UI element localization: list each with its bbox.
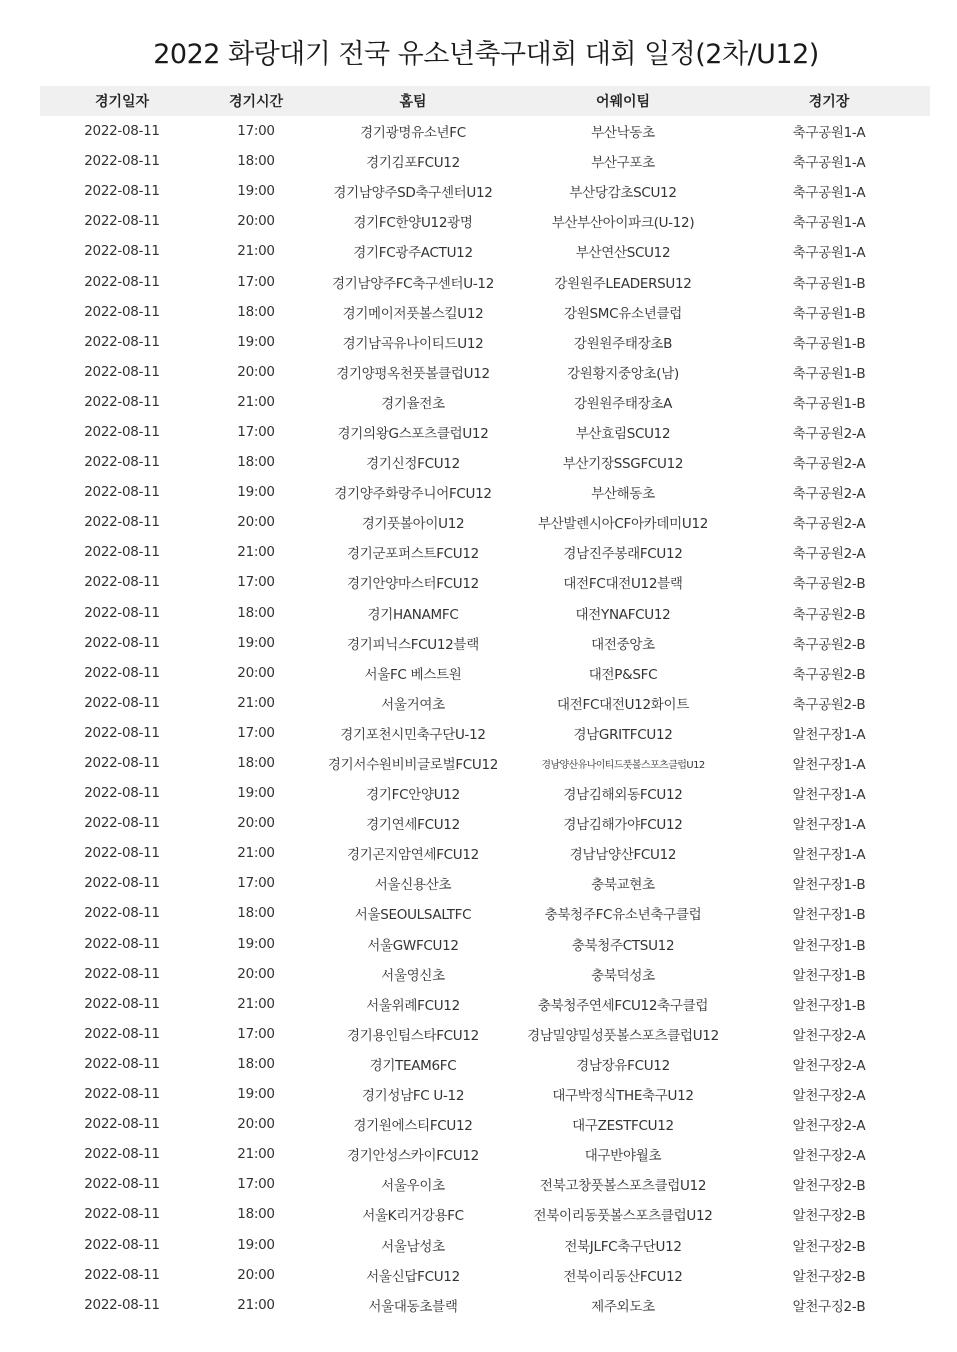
table-row (40, 1260, 930, 1290)
match-time-cell: 21:00 (237, 1296, 275, 1313)
match-date-cell: 2022-08-11 (84, 153, 160, 170)
home-team-cell: 경기안성스카이FCU12 (347, 1148, 479, 1165)
table-row (40, 628, 930, 658)
home-team-cell: 경기의왕G스포츠클럽U12 (337, 425, 489, 442)
home-team-cell: 경기FC한양U12광명 (353, 215, 473, 232)
home-team-cell: 경기남곡유나이티드U12 (342, 335, 484, 352)
table-row (40, 989, 930, 1019)
table-row (40, 1019, 930, 1049)
table-row (40, 868, 930, 898)
away-team-cell: 충북청주연세FCU12축구클럽 (537, 997, 709, 1014)
venue-cell: 알천구장2-B (792, 1238, 866, 1255)
table-row (40, 266, 930, 296)
home-team-cell: 서울SEOULSALTFC (354, 907, 472, 924)
match-date-cell: 2022-08-11 (84, 1086, 160, 1103)
home-team-cell: 서울K리거강용FC (362, 1208, 464, 1225)
match-time-cell: 19:00 (237, 935, 275, 952)
home-team-cell: 경기피닉스FCU12블랙 (347, 636, 479, 653)
match-time-cell: 20:00 (237, 965, 275, 982)
match-time-cell: 21:00 (237, 995, 275, 1012)
match-time-cell: 18:00 (237, 905, 275, 922)
match-time-cell: 19:00 (237, 1086, 275, 1103)
venue-cell: 축구공원1-B (792, 305, 866, 322)
away-team-cell: 경남남양산FCU12 (569, 847, 677, 864)
home-team-cell: 경기곤지암연세FCU12 (347, 847, 479, 864)
home-team-cell: 경기연세FCU12 (366, 817, 460, 834)
home-team-cell: 서울영신초 (381, 967, 445, 984)
home-team-cell: 서울GWFCU12 (367, 937, 459, 954)
match-date-cell: 2022-08-11 (84, 995, 160, 1012)
match-date-cell: 2022-08-11 (84, 213, 160, 230)
venue-cell: 알천구장1-A (792, 787, 866, 804)
away-team-cell: 충북덕성초 (591, 967, 655, 984)
table-row (40, 688, 930, 718)
away-team-cell: 전북JLFC축구단U12 (564, 1238, 682, 1255)
home-team-cell: 경기FC광주ACTU12 (353, 245, 473, 262)
venue-cell: 알천구장1-A (792, 817, 866, 834)
match-time-cell: 20:00 (237, 213, 275, 230)
table-row (40, 838, 930, 868)
match-time-cell: 21:00 (237, 544, 275, 561)
home-team-cell: 경기남양주FC축구센터U-12 (332, 275, 494, 292)
match-date-cell: 2022-08-11 (84, 183, 160, 200)
match-time-cell: 20:00 (237, 514, 275, 531)
home-team-cell: 경기남양주SD축구센터U12 (333, 185, 493, 202)
match-date-cell: 2022-08-11 (84, 123, 160, 140)
venue-cell: 알천구장2-A (792, 1027, 866, 1044)
away-team-cell: 대전중앙초 (591, 636, 655, 653)
match-date-cell: 2022-08-11 (84, 845, 160, 862)
venue-cell: 알천구장1-B (792, 937, 866, 954)
home-team-cell: 경기용인팀스타FCU12 (347, 1027, 479, 1044)
away-team-cell: 충북청주CTSU12 (571, 937, 675, 954)
venue-cell: 축구공원2-A (792, 546, 866, 563)
away-team-cell: 대전P&SFC (588, 666, 658, 683)
venue-cell: 축구공원1-A (792, 245, 866, 262)
away-team-cell: 부산당감초SCU12 (569, 185, 677, 202)
match-time-cell: 21:00 (237, 393, 275, 410)
venue-cell: 알천구장1-A (792, 726, 866, 743)
match-time-cell: 21:00 (237, 243, 275, 260)
match-date-cell: 2022-08-11 (84, 785, 160, 802)
column-header-home-team: 홈팀 (399, 94, 427, 110)
away-team-cell: 부산부산아이파크(U-12) (551, 215, 695, 232)
match-date-cell: 2022-08-11 (84, 1206, 160, 1223)
match-date-cell: 2022-08-11 (84, 875, 160, 892)
venue-cell: 축구공원1-B (792, 335, 866, 352)
venue-cell: 축구공원2-B (792, 606, 866, 623)
venue-cell: 축구공원1-A (792, 185, 866, 202)
match-date-cell: 2022-08-11 (84, 905, 160, 922)
away-team-cell: 부산해동초 (591, 486, 655, 503)
table-row (40, 537, 930, 567)
match-date-cell: 2022-08-11 (84, 1146, 160, 1163)
away-team-cell: 부산낙동초 (591, 125, 655, 142)
match-date-cell: 2022-08-11 (84, 544, 160, 561)
table-row (40, 598, 930, 628)
venue-cell: 알천구장2-A (792, 1148, 866, 1165)
away-team-cell: 강원원주태장초A (573, 395, 673, 412)
match-time-cell: 17:00 (237, 875, 275, 892)
match-date-cell: 2022-08-11 (84, 1025, 160, 1042)
venue-cell: 알천구장2-A (792, 1057, 866, 1074)
table-row (40, 146, 930, 176)
home-team-cell: 경기원에스티FCU12 (353, 1118, 473, 1135)
column-header-date: 경기일자 (94, 94, 150, 110)
home-team-cell: 경기광명유소년FC (360, 125, 466, 142)
table-row (40, 1169, 930, 1199)
home-team-cell: 경기군포퍼스트FCU12 (347, 546, 479, 563)
venue-cell: 축구공원1-B (792, 365, 866, 382)
match-time-cell: 19:00 (237, 183, 275, 200)
away-team-cell: 부산연산SCU12 (575, 245, 671, 262)
table-row (40, 959, 930, 989)
table-row (40, 778, 930, 808)
away-team-cell: 경남김해외동FCU12 (563, 787, 683, 804)
venue-cell: 축구공원1-A (792, 155, 866, 172)
away-team-cell: 강원SMC유소년클럽 (564, 305, 682, 322)
away-team-cell: 부산기장SSGFCU12 (562, 456, 684, 473)
venue-cell: 알천구장2-A (792, 1088, 866, 1105)
match-time-cell: 19:00 (237, 634, 275, 651)
home-team-cell: 경기율전초 (381, 395, 445, 412)
venue-cell: 축구공원1-A (792, 125, 866, 142)
match-date-cell: 2022-08-11 (84, 273, 160, 290)
match-time-cell: 19:00 (237, 484, 275, 501)
match-time-cell: 19:00 (237, 1236, 275, 1253)
home-team-cell: 서울남성초 (381, 1238, 445, 1255)
match-time-cell: 21:00 (237, 845, 275, 862)
venue-cell: 축구공원2-B (792, 696, 866, 713)
home-team-cell: 경기성남FC U-12 (361, 1088, 465, 1105)
home-team-cell: 경기김포FCU12 (366, 155, 460, 172)
table-row (40, 658, 930, 688)
match-time-cell: 20:00 (237, 664, 275, 681)
away-team-cell: 경남GRITFCU12 (573, 726, 673, 743)
table-row (40, 1109, 930, 1139)
match-date-cell: 2022-08-11 (84, 514, 160, 531)
venue-cell: 축구공원2-B (792, 666, 866, 683)
match-time-cell: 20:00 (237, 363, 275, 380)
away-team-cell: 전북고창풋볼스포츠클럽U12 (539, 1178, 707, 1195)
away-team-cell: 대구반야월초 (584, 1148, 662, 1165)
match-time-cell: 21:00 (237, 1146, 275, 1163)
venue-cell: 알천구징2-B (792, 1298, 866, 1315)
match-time-cell: 20:00 (237, 815, 275, 832)
table-row (40, 1229, 930, 1259)
match-date-cell: 2022-08-11 (84, 574, 160, 591)
table-row (40, 748, 930, 778)
table-row (40, 898, 930, 928)
match-date-cell: 2022-08-11 (84, 423, 160, 440)
venue-cell: 축구공원2-A (792, 486, 866, 503)
table-row (40, 176, 930, 206)
home-team-cell: 경기양평옥천풋볼클럽U12 (336, 365, 490, 382)
table-row (40, 447, 930, 477)
match-time-cell: 18:00 (237, 1206, 275, 1223)
match-date-cell: 2022-08-11 (84, 454, 160, 471)
table-row (40, 1139, 930, 1169)
match-date-cell: 2022-08-11 (84, 815, 160, 832)
venue-cell: 축구공원2-A (792, 425, 866, 442)
venue-cell: 알천구장1-B (792, 877, 866, 894)
home-team-cell: 서울거여초 (381, 696, 445, 713)
match-date-cell: 2022-08-11 (84, 965, 160, 982)
venue-cell: 축구공원1-B (792, 275, 866, 292)
home-team-cell: 경기서수원비비글로벌FCU12 (327, 757, 499, 774)
match-time-cell: 18:00 (237, 303, 275, 320)
match-date-cell: 2022-08-11 (84, 333, 160, 350)
table-row (40, 1199, 930, 1229)
match-date-cell: 2022-08-11 (84, 664, 160, 681)
away-team-cell: 대전FC대전U12화이트 (557, 696, 689, 713)
match-date-cell: 2022-08-11 (84, 694, 160, 711)
venue-cell: 알천구장1-A (792, 847, 866, 864)
column-header-venue: 경기장 (808, 94, 850, 110)
away-team-cell: 경남김해가야FCU12 (563, 817, 683, 834)
column-header-away-team: 어웨이팀 (595, 94, 651, 110)
match-time-cell: 18:00 (237, 454, 275, 471)
match-time-cell: 18:00 (237, 755, 275, 772)
away-team-cell: 대구ZESTFCU12 (572, 1118, 674, 1135)
home-team-cell: 서울신답FCU12 (366, 1268, 460, 1285)
home-team-cell: 경기양주화랑주니어FCU12 (334, 486, 492, 503)
away-team-cell: 전북이리동산FCU12 (563, 1268, 683, 1285)
home-team-cell: 경기풋볼아이U12 (361, 516, 465, 533)
table-row (40, 357, 930, 387)
venue-cell: 축구공원2-A (792, 456, 866, 473)
table-row (40, 116, 930, 146)
home-team-cell: 경기안양마스터FCU12 (347, 576, 479, 593)
away-team-cell: 경남양산유나이티드풋볼스포츠클럽U12 (541, 759, 705, 771)
match-date-cell: 2022-08-11 (84, 604, 160, 621)
home-team-cell: 서울FC 베스트원 (364, 666, 462, 683)
away-team-cell: 대전YNAFCU12 (575, 606, 671, 623)
match-time-cell: 17:00 (237, 724, 275, 741)
venue-cell: 축구공원1-B (792, 395, 866, 412)
match-time-cell: 17:00 (237, 423, 275, 440)
venue-cell: 알천구장1-B (792, 967, 866, 984)
venue-cell: 알천구장1-B (792, 907, 866, 924)
away-team-cell: 부산발렌시아CF아카데미U12 (537, 516, 709, 533)
table-row (40, 567, 930, 597)
venue-cell: 알천구장2-A (792, 1118, 866, 1135)
table-row (40, 236, 930, 266)
home-team-cell: 서울위례FCU12 (366, 997, 460, 1014)
table-row (40, 417, 930, 447)
home-team-cell: 서울대동초블랙 (368, 1298, 458, 1315)
away-team-cell: 충북교현초 (591, 877, 655, 894)
table-row (40, 1049, 930, 1079)
match-time-cell: 19:00 (237, 785, 275, 802)
away-team-cell: 전북이리동풋볼스포츠클럽U12 (533, 1208, 713, 1225)
match-date-cell: 2022-08-11 (84, 484, 160, 501)
match-time-cell: 19:00 (237, 333, 275, 350)
match-date-cell: 2022-08-11 (84, 303, 160, 320)
match-date-cell: 2022-08-11 (84, 1176, 160, 1193)
venue-cell: 축구공원1-A (792, 215, 866, 232)
venue-cell: 알천구장1-A (792, 757, 866, 774)
venue-cell: 알천구장2-B (792, 1178, 866, 1195)
away-team-cell: 강원원주LEADERSU12 (554, 275, 692, 292)
home-team-cell: 경기신정FCU12 (366, 456, 460, 473)
home-team-cell: 경기포천시민축구단U-12 (340, 726, 486, 743)
match-time-cell: 17:00 (237, 123, 275, 140)
away-team-cell: 부산효림SCU12 (575, 425, 671, 442)
away-team-cell: 부산구포초 (591, 155, 655, 172)
schedule-table (40, 86, 930, 1320)
table-row (40, 206, 930, 236)
table-row (40, 477, 930, 507)
match-date-cell: 2022-08-11 (84, 1236, 160, 1253)
home-team-cell: 경기FC안양U12 (366, 787, 460, 804)
match-date-cell: 2022-08-11 (84, 1266, 160, 1283)
schedule-body (40, 116, 930, 1320)
match-time-cell: 20:00 (237, 1266, 275, 1283)
match-date-cell: 2022-08-11 (84, 1296, 160, 1313)
home-team-cell: 경기TEAM6FC (369, 1057, 457, 1074)
match-date-cell: 2022-08-11 (84, 393, 160, 410)
match-date-cell: 2022-08-11 (84, 634, 160, 651)
match-date-cell: 2022-08-11 (84, 363, 160, 380)
match-time-cell: 17:00 (237, 273, 275, 290)
table-row (40, 929, 930, 959)
match-time-cell: 17:00 (237, 574, 275, 591)
table-row (40, 1079, 930, 1109)
match-date-cell: 2022-08-11 (84, 1055, 160, 1072)
match-time-cell: 18:00 (237, 1055, 275, 1072)
home-team-cell: 경기메이저풋볼스킬U12 (342, 305, 484, 322)
table-row (40, 387, 930, 417)
away-team-cell: 제주외도초 (591, 1298, 655, 1315)
away-team-cell: 경남밀양밀성풋볼스포츠클럽U12 (527, 1027, 719, 1044)
venue-cell: 알천구장1-B (792, 997, 866, 1014)
table-header-row (40, 86, 930, 116)
away-team-cell: 충북청주FC유소년축구클럽 (544, 907, 702, 924)
match-time-cell: 18:00 (237, 604, 275, 621)
table-row (40, 297, 930, 327)
home-team-cell: 서울우이초 (381, 1178, 445, 1195)
venue-cell: 축구공원2-A (792, 516, 866, 533)
away-team-cell: 대전FC대전U12블랙 (563, 576, 683, 593)
table-row (40, 718, 930, 748)
table-row (40, 1290, 930, 1320)
home-team-cell: 경기HANAMFC (367, 606, 459, 623)
away-team-cell: 경남장유FCU12 (576, 1057, 670, 1074)
match-date-cell: 2022-08-11 (84, 935, 160, 952)
match-date-cell: 2022-08-11 (84, 243, 160, 260)
match-time-cell: 17:00 (237, 1176, 275, 1193)
match-time-cell: 21:00 (237, 694, 275, 711)
home-team-cell: 서울신용산초 (374, 877, 452, 894)
match-date-cell: 2022-08-11 (84, 755, 160, 772)
match-time-cell: 18:00 (237, 153, 275, 170)
away-team-cell: 경남진주봉래FCU12 (563, 546, 683, 563)
column-header-time: 경기시간 (228, 94, 284, 110)
match-date-cell: 2022-08-11 (84, 724, 160, 741)
away-team-cell: 강원원주태장초B (573, 335, 673, 352)
page-title: 2022 화랑대기 전국 유소년축구대회 대회 일정(2차/U12) (153, 39, 819, 71)
venue-cell: 알천구장2-B (792, 1208, 866, 1225)
away-team-cell: 대구박정식THE축구U12 (552, 1088, 694, 1105)
table-row (40, 507, 930, 537)
table-row (40, 808, 930, 838)
match-date-cell: 2022-08-11 (84, 1116, 160, 1133)
match-time-cell: 20:00 (237, 1116, 275, 1133)
away-team-cell: 강원황지중앙초(남) (567, 365, 679, 382)
venue-cell: 알천구장2-B (792, 1268, 866, 1285)
match-time-cell: 17:00 (237, 1025, 275, 1042)
venue-cell: 축구공원2-B (792, 636, 866, 653)
table-row (40, 327, 930, 357)
venue-cell: 축구공원2-B (792, 576, 866, 593)
